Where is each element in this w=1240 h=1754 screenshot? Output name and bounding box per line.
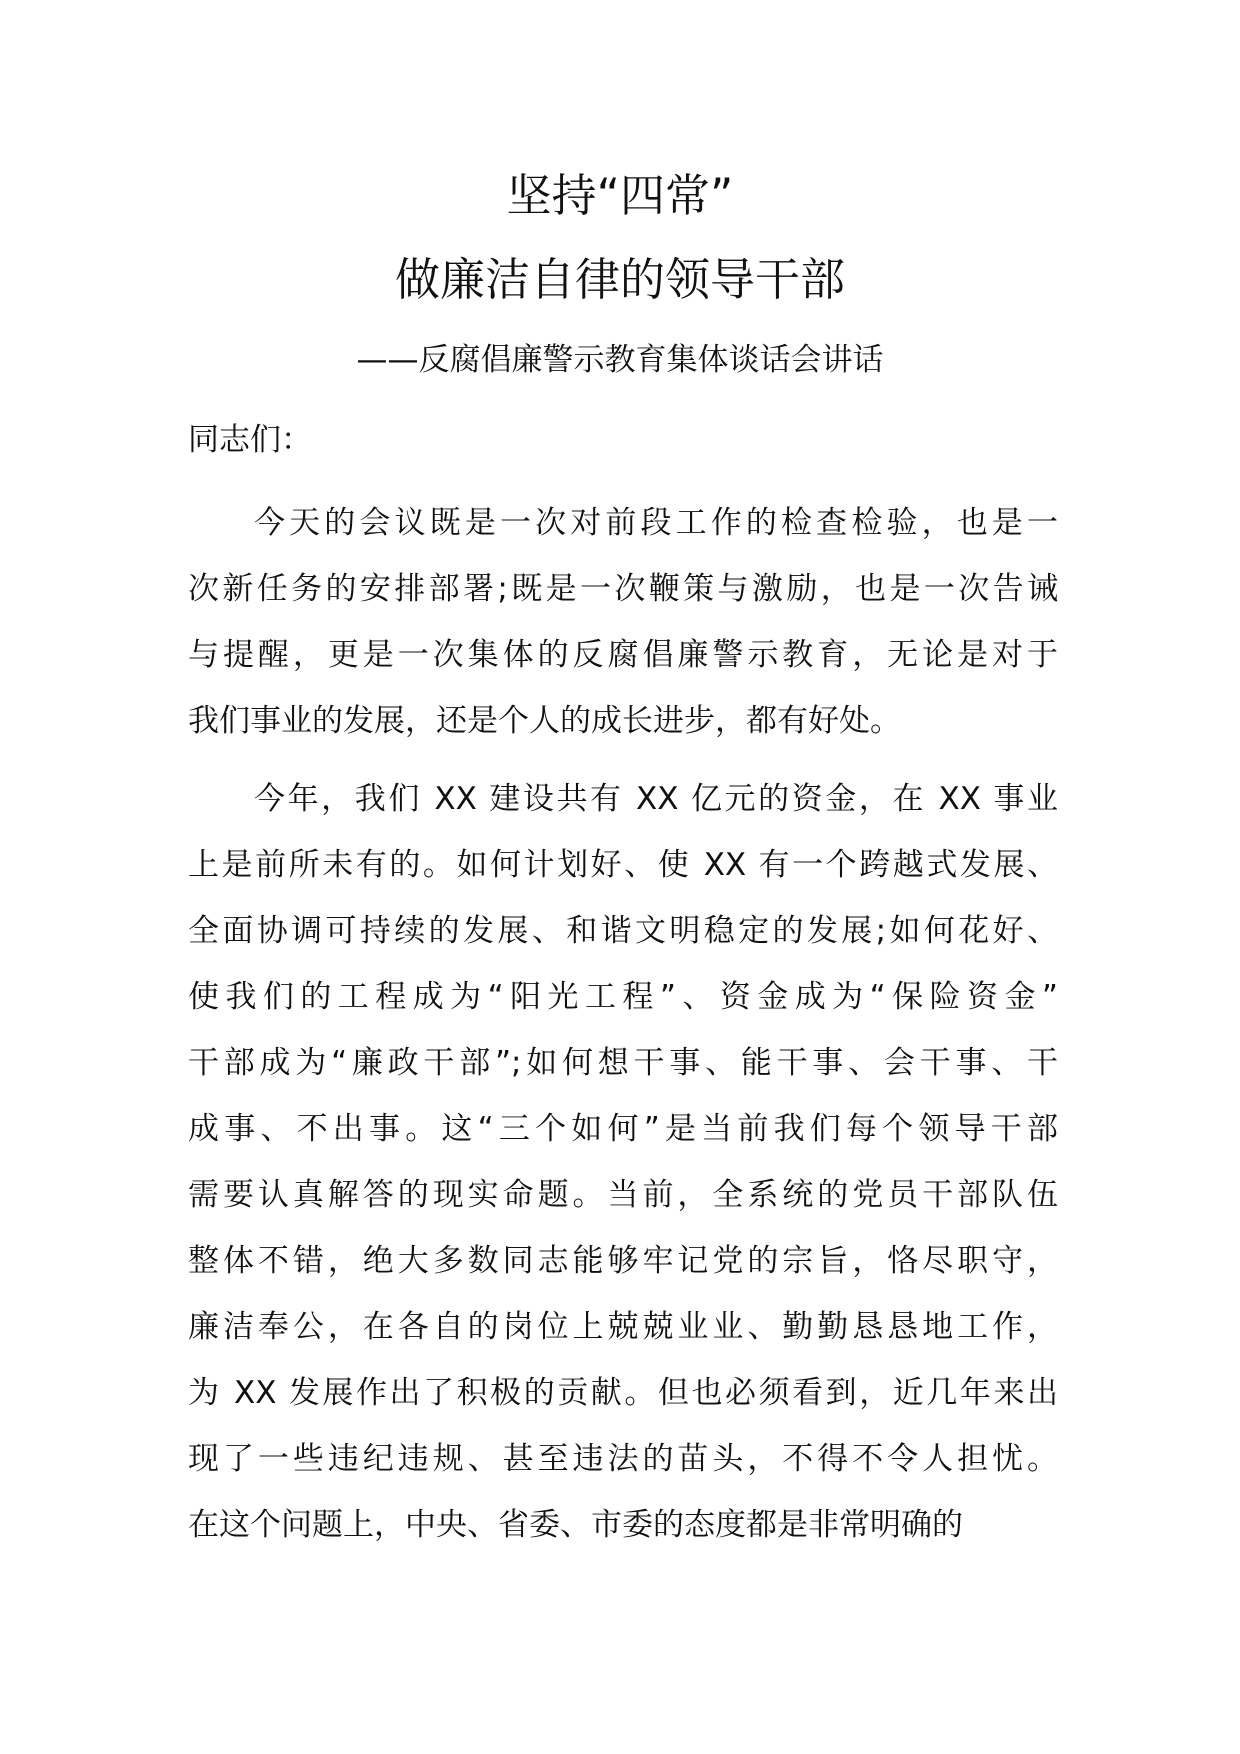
paragraph-line: 成事、不出事。这“三个如何”是当前我们每个领导干部: [188, 1111, 1058, 1147]
salutation: 同志们：: [188, 422, 312, 458]
paragraph-line: 整体不错，绝大多数同志能够牢记党的宗旨，恪尽职守，: [188, 1243, 1058, 1279]
document-subtitle: ——反腐倡廉警示教育集体谈话会讲话: [356, 342, 884, 378]
paragraph-line: 与提醒，更是一次集体的反腐倡廉警示教育，无论是对于: [188, 637, 1058, 673]
paragraph-line: 全面协调可持续的发展、和谐文明稳定的发展;如何花好、: [188, 913, 1058, 949]
document-title-line-1: 坚持“四常”: [506, 169, 734, 222]
paragraph-line: 今天的会议既是一次对前段工作的检查检验，也是一: [254, 505, 1058, 541]
paragraph-line: 上是前所未有的。如何计划好、使 XX 有一个跨越式发展、: [188, 847, 1058, 883]
paragraph-line: 干部成为“廉政干部”;如何想干事、能干事、会干事、干: [188, 1045, 1058, 1081]
document-title-line-2: 做廉洁自律的领导干部: [394, 253, 845, 306]
paragraph-line: 次新任务的安排部署;既是一次鞭策与激励，也是一次告诫: [188, 571, 1058, 607]
paragraph-2: [188, 777, 1058, 1569]
paragraph-line: 今年，我们 XX 建设共有 XX 亿元的资金，在 XX 事业: [254, 781, 1058, 817]
paragraph-line: 需要认真解答的现实命题。当前，全系统的党员干部队伍: [188, 1177, 1058, 1213]
paragraph-line: 使我们的工程成为“阳光工程”、资金成为“保险资金”: [188, 979, 1058, 1015]
paragraph-line: 廉洁奉公，在各自的岗位上兢兢业业、勤勤恳恳地工作，: [188, 1309, 1058, 1345]
paragraph-line: 我们事业的发展，还是个人的成长进步，都有好处。: [188, 703, 901, 739]
paragraph-line: 现了一些违纪违规、甚至违法的苗头，不得不令人担忧。: [188, 1441, 1058, 1477]
paragraph-line: 为 XX 发展作出了积极的贡献。但也必须看到，近几年来出: [188, 1375, 1058, 1411]
paragraph-1: [188, 501, 1058, 765]
paragraph-line: 在这个问题上，中央、省委、市委的态度都是非常明确的: [188, 1507, 963, 1543]
